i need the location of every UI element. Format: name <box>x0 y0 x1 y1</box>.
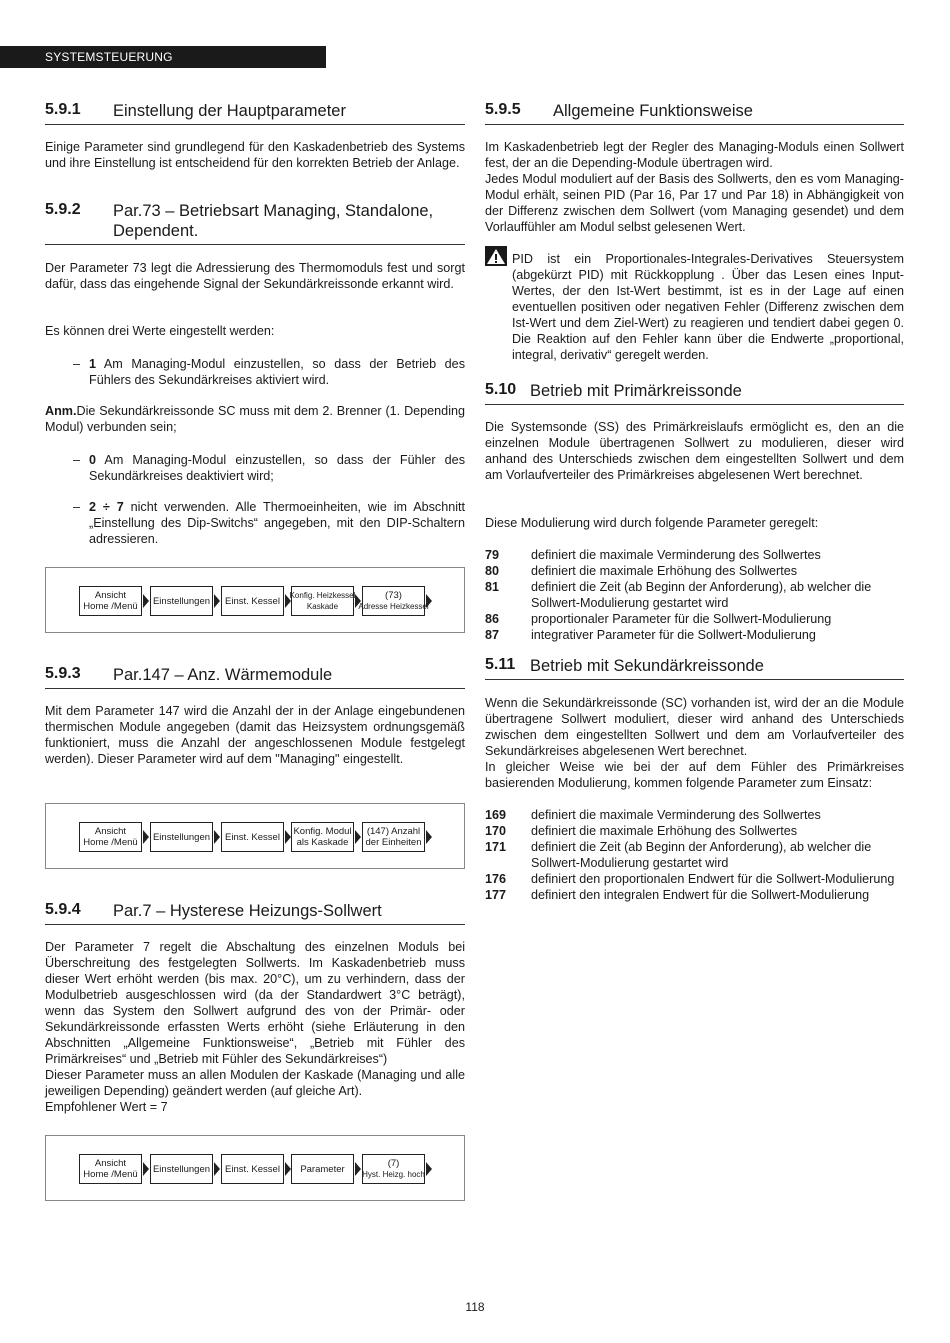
heading-5-9-5 <box>485 101 904 125</box>
flow-step: Konfig. Modul als Kaskade <box>291 822 354 852</box>
heading-number: 5.11 <box>485 656 516 673</box>
section-header-label: SYSTEMSTEUERUNG <box>45 50 173 64</box>
parameter-list-5-11 <box>485 807 904 903</box>
note-label: Anm. <box>45 404 77 418</box>
paragraph-5-9-5-a: Im Kaskadenbetrieb legt der Regler des Managing-Moduls einen Sollwert fest, der an die Depending-Module übertragen wird. <box>485 140 904 170</box>
arrow-right-icon <box>355 1162 361 1176</box>
heading-5-9-3 <box>45 665 465 689</box>
section-header-bar <box>0 46 326 68</box>
list-item: 171 definiert die Zeit (ab Beginn der Anforderung), ab welcher die Sollwert-Modulierung gestartet wird <box>485 840 872 870</box>
heading-5-9-1 <box>45 101 465 125</box>
arrow-right-icon <box>426 594 432 608</box>
heading-5-9-2 <box>45 201 465 245</box>
flow-step: Einstellungen <box>150 822 213 852</box>
paragraph-5-10-b: Diese Modulierung wird durch folgende Parameter geregelt: <box>485 516 819 530</box>
paragraph-5-9-3: Mit dem Parameter 147 wird die Anzahl der in der Anlage eingebundenen thermischen Module angegeben (damit das Heizsystem ordnungsgemäß funktioniert, muss die Anzahl der angeschlossenen Module festgelegt werden). Dieser Parameter wird auf dem "Managing" eingestellt. <box>45 704 465 766</box>
list-item: 169 definiert die maximale Verminderung des Sollwertes <box>485 808 821 822</box>
menu-path-par7 <box>45 1135 465 1201</box>
arrow-right-icon <box>355 830 361 844</box>
arrow-right-icon <box>143 830 149 844</box>
paragraph-5-9-4-c: Empfohlener Wert = 7 <box>45 1100 168 1114</box>
arrow-right-icon <box>214 1162 220 1176</box>
flow-step: (147) Anzahl der Einheiten <box>362 822 425 852</box>
flow-step: Einst. Kessel <box>221 822 284 852</box>
list-item: 177 definiert den integralen Endwert für die Sollwert-Modulierung <box>485 888 870 902</box>
flow-step: (7) Hyst. Heizg. hoch <box>362 1154 425 1184</box>
heading-title: Allgemeine Funktionsweise <box>553 102 753 120</box>
paragraph-5-9-5-b: Jedes Modul moduliert auf der Basis des Sollwerts, den es vom Managing-Modul erhält, seinen PID (Par 16, Par 17 und Par 18) in Abhängigkeit von der Differenz zwischen dem Sollwert (vom Managing gesendet) und dem Vorlauffühler am Modul selbst gelesenen Wert. <box>485 172 904 234</box>
note-paragraph: Anm.Die Sekundärkreissonde SC muss mit dem 2. Brenner (1. Depending Modul) verbunden sein; <box>45 404 465 434</box>
heading-title: Betrieb mit Sekundärkreissonde <box>530 657 764 675</box>
flow-step: Einst. Kessel <box>221 586 284 616</box>
pid-warning-text: PID ist ein Proportionales-Integrales-Derivatives Steuersystem (abgekürzt PID) mit Rückkopplung . Über das Lesen eines Input-Wertes, der den Ist-Wert bestimmt, ist es in der Lage auf einen eventuellen positiven oder negativen Fehler (Differenz zwischen dem Ist-Wert und dem Ziel-Wert) zu reagieren und tendiert dabei gegen 0. Die Reaktion auf den Fehler kann über die Endwerte „proportional, integral, derivativ“ geregelt werden. <box>512 252 904 362</box>
flow-step: Parameter <box>291 1154 354 1184</box>
heading-title: Betrieb mit Primärkreissonde <box>530 382 742 400</box>
menu-path-par73 <box>45 567 465 633</box>
paragraph-5-9-2-b: Es können drei Werte eingestellt werden: <box>45 324 275 338</box>
paragraph-5-10-a: Die Systemsonde (SS) des Primärkreislaufs ermöglicht es, den an die einzelnen Module übertragenen Sollwert zu modulieren, dieser wird anhand des Unterschieds zwischen dem eingestellten Sollwert und dem am Vorlaufverteiler des Primärkreises abgelesenen Wert berechnet. <box>485 420 904 482</box>
heading-number: 5.9.1 <box>45 101 81 118</box>
heading-5-11 <box>485 656 904 680</box>
flow-step: (73) Adresse Heizkessel <box>362 586 425 616</box>
heading-title: Einstellung der Hauptparameter <box>113 102 346 120</box>
list-item-value-1: – 1 Am Managing-Modul einzustellen, so dass der Betrieb des Fühlers des Sekundärkreises aktiviert wird. <box>73 357 465 387</box>
menu-path-par147 <box>45 803 465 869</box>
list-item: 170 definiert die maximale Erhöhung des Sollwertes <box>485 824 798 838</box>
paragraph-5-9-2-a: Der Parameter 73 legt die Adressierung des Thermomoduls fest und sorgt dafür, dass das eingehende Signal der Sekundärkreissonde erkannt wird. <box>45 261 465 291</box>
heading-number: 5.10 <box>485 381 517 398</box>
heading-5-9-4 <box>45 901 465 925</box>
arrow-right-icon <box>143 594 149 608</box>
list-item: 176 definiert den proportionalen Endwert für die Sollwert-Modulierung <box>485 872 895 886</box>
arrow-right-icon <box>143 1162 149 1176</box>
paragraph-5-9-4-b: Dieser Parameter muss an allen Modulen der Kaskade (Managing und alle jeweiligen Depending) geändert werden (auf gleiche Art). <box>45 1068 465 1098</box>
paragraph-5-11-a: Wenn die Sekundärkreissonde (SC) vorhanden ist, wird der an die Module übertragene Sollwert moduliert, dieser wird anhand des Unterschieds zwischen dem eingestellten Sollwert und dem am Vorlaufverteiler des Sekundärkreises abgelesenen Wert berechnet. <box>485 696 904 758</box>
heading-number: 5.9.2 <box>45 201 81 218</box>
flow-step: Einst. Kessel <box>221 1154 284 1184</box>
heading-5-10 <box>485 381 904 405</box>
heading-number: 5.9.3 <box>45 665 81 682</box>
list-item: 80 definiert die maximale Erhöhung des Sollwertes <box>485 564 798 578</box>
list-item-value-2-7: – 2 ÷ 7 nicht verwenden. Alle Thermoeinheiten, wie im Abschnitt „Einstellung des Dip-Switchs“ angegeben, mit den DIP-Schaltern adressieren. <box>73 500 465 546</box>
list-item: 86 proportionaler Parameter für die Sollwert-Modulierung <box>485 612 832 626</box>
parameter-list-5-10 <box>485 547 904 643</box>
flow-step: Ansicht Home /Menü <box>79 822 142 852</box>
list-item: 79 definiert die maximale Verminderung des Sollwertes <box>485 548 821 562</box>
flow-step: Einstellungen <box>150 586 213 616</box>
flow-step: Konfig. Heizkessel Kaskade <box>291 586 354 616</box>
list-item: 87 integrativer Parameter für die Sollwert-Modulierung <box>485 628 816 642</box>
flow-step: Ansicht Home /Menü <box>79 586 142 616</box>
arrow-right-icon <box>426 1162 432 1176</box>
list-item-value-0: – 0 Am Managing-Modul einzustellen, so dass der Fühler des Sekundärkreises deaktiviert wird; <box>73 453 465 483</box>
heading-number: 5.9.5 <box>485 101 521 118</box>
page-number: 118 <box>465 1300 485 1314</box>
paragraph-5-11-b: In gleicher Weise wie bei der auf dem Fühler des Primärkreises basierenden Modulierung, kommen folgende Parameter zum Einsatz: <box>485 760 904 790</box>
flow-step: Ansicht Home /Menü <box>79 1154 142 1184</box>
arrow-right-icon <box>214 830 220 844</box>
list-item: 81 definiert die Zeit (ab Beginn der Anforderung), ab welcher die Sollwert-Modulierung gestartet wird <box>485 580 872 610</box>
heading-title: Par.7 – Hysterese Heizungs-Sollwert <box>113 902 382 920</box>
arrow-right-icon <box>426 830 432 844</box>
heading-title: Par.73 – Betriebsart Managing, Standalone, Dependent. <box>113 202 434 240</box>
flow-step: Einstellungen <box>150 1154 213 1184</box>
paragraph-5-9-4-a: Der Parameter 7 regelt die Abschaltung des einzelnen Moduls bei Überschreitung des festgelegten Sollwerts. Im Kaskadenbetrieb muss dieser Wert erhöht werden (bis max. 20°C), um zu verhindern, dass der Modulbetrieb ausgeschlossen wird (da der Standardwert 3°C beträgt), wenn das System den Sollwert aufgrund des von der Primär- oder Sekundärkreissonde erfassten Werts erhöht (siehe Erläuterung in den Abschnitten „Allgemeine Funktionsweise“, „Betrieb mit Fühler des Primärkreises“ und „Betrieb mit Fühler des Sekundärkreises“) <box>45 940 465 1066</box>
heading-title: Par.147 – Anz. Wärmemodule <box>113 666 333 684</box>
heading-number: 5.9.4 <box>45 901 81 918</box>
paragraph-5-9-1: Einige Parameter sind grundlegend für den Kaskadenbetrieb des Systems und ihre Einstellung ist entscheidend für den korrekten Betrieb der Anlage. <box>45 140 465 170</box>
arrow-right-icon <box>214 594 220 608</box>
warning-icon <box>485 246 507 266</box>
